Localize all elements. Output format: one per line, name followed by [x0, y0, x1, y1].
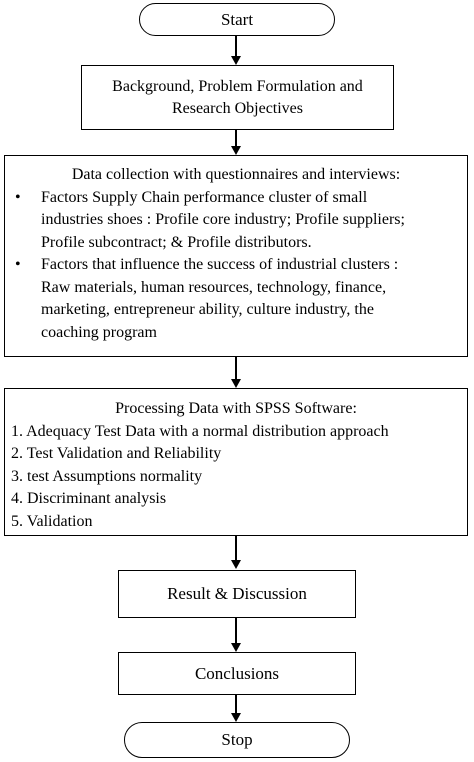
data-collection-heading: Data collection with questionnaires and interviews:	[71, 166, 401, 183]
data-collection-list	[11, 187, 461, 345]
conclusions-label: Conclusions	[194, 663, 280, 683]
result-discussion-box	[118, 570, 356, 618]
bullet-icon: •	[15, 188, 21, 206]
list-item: 5. Validation	[11, 512, 93, 530]
list-item: 1. Adequacy Test Data with a normal distribution approach	[11, 422, 389, 440]
start-label: Start	[220, 9, 254, 29]
stop-label: Stop	[221, 730, 253, 749]
stop-terminator	[124, 722, 350, 758]
list-item	[11, 187, 461, 255]
bullet-1-line-1: Factors Supply Chain performance cluster of small	[41, 188, 368, 206]
bullet-1-line-2: industries shoes : Profile core industry; Profile suppliers;	[41, 211, 405, 228]
bullet-1-line-3: Profile subcontract; & Profile distributors.	[41, 233, 312, 251]
processing-list	[11, 421, 461, 534]
conclusions-box	[118, 652, 356, 695]
background-line-2: Research Objectives	[171, 99, 304, 117]
bullet-2-line-2: Raw materials, human resources, technology, finance,	[41, 278, 387, 296]
bullet-2-line-1: Factors that influence the success of industrial clusters :	[41, 256, 399, 273]
bullet-icon: •	[15, 256, 21, 273]
data-collection-box	[4, 155, 468, 357]
background-line-1: Background, Problem Formulation and	[112, 77, 363, 95]
list-item: 2. Test Validation and Reliability	[11, 445, 222, 462]
list-item: 4. Discriminant analysis	[11, 490, 167, 507]
background-box	[81, 65, 394, 130]
processing-box	[4, 388, 468, 536]
list-item: 3. test Assumptions normality	[11, 467, 203, 485]
result-discussion-label: Result & Discussion	[167, 584, 307, 603]
processing-heading: Processing Data with SPSS Software:	[115, 400, 357, 417]
bullet-2-line-3: marketing, entrepreneur ability, culture industry, the	[41, 301, 374, 318]
bullet-2-line-4: coaching program	[41, 323, 157, 341]
start-terminator	[139, 3, 335, 36]
list-item	[11, 254, 461, 344]
